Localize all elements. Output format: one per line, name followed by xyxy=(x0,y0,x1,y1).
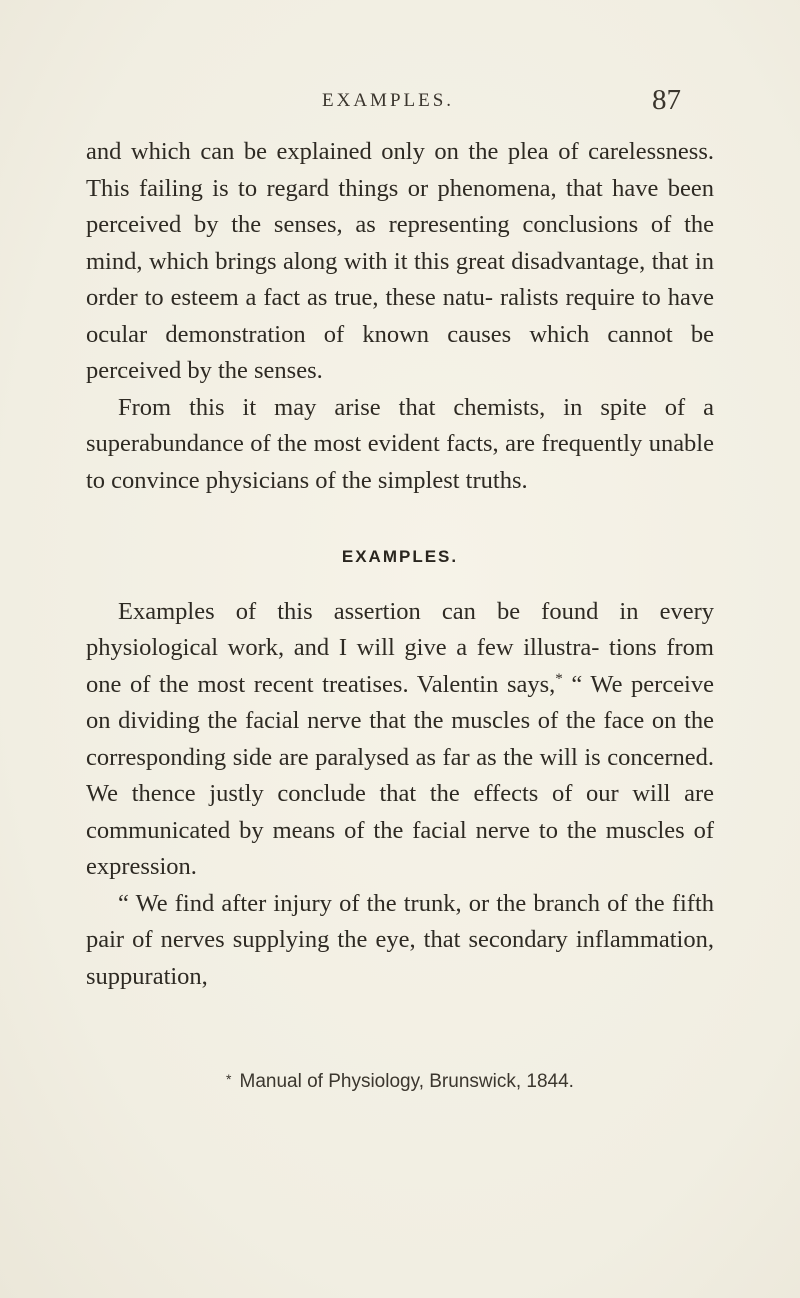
body-text xyxy=(86,134,714,995)
footnote-text: Manual of Physiology, Brunswick, 1844. xyxy=(239,1071,574,1092)
footnote-reference: * xyxy=(555,670,563,687)
running-title: EXAMPLES. xyxy=(322,90,455,111)
paragraph-examples-text: Examples of this assertion can be found in every physiological work, and I will give a few illustra- tions from one of the most recent treatises. Valentin says, xyxy=(86,597,714,698)
running-head xyxy=(0,84,800,124)
footnote-mark: * xyxy=(226,1071,232,1087)
paragraph-chemists: From this it may arise that chemists, in spite of a superabundance of the most evident facts, are frequently unable to convince physicians of the simplest truths. xyxy=(86,393,714,494)
footnote xyxy=(0,1071,800,1093)
paragraph-examples-quote: “ We perceive on dividing the facial nerve that the muscles of the face on the corresponding side are paralysed as far as the will is concerned. We thence justly conclude that the effects of our will are communicated by means of the facial nerve to the muscles of expression. xyxy=(86,670,714,880)
page-number: 87 xyxy=(652,84,681,116)
paragraph-fifth-nerve: “ We find after injury of the trunk, or the branch of the fifth pair of nerves supplying the eye, that secondary inflammation, suppuration, xyxy=(86,889,714,990)
section-heading: EXAMPLES. xyxy=(341,547,459,566)
paragraph-continuation: and which can be explained only on the plea of carelessness. This failing is to regard things or phenomena, that have been perceived by the senses, as representing conclusions of the mind, which brings along with it this great disadvantage, that in order to esteem a fact as true, these natu- ralists require to have ocular demonstration of known causes which cannot be perceived by the senses. xyxy=(86,138,714,384)
paragraph-examples xyxy=(86,594,714,886)
